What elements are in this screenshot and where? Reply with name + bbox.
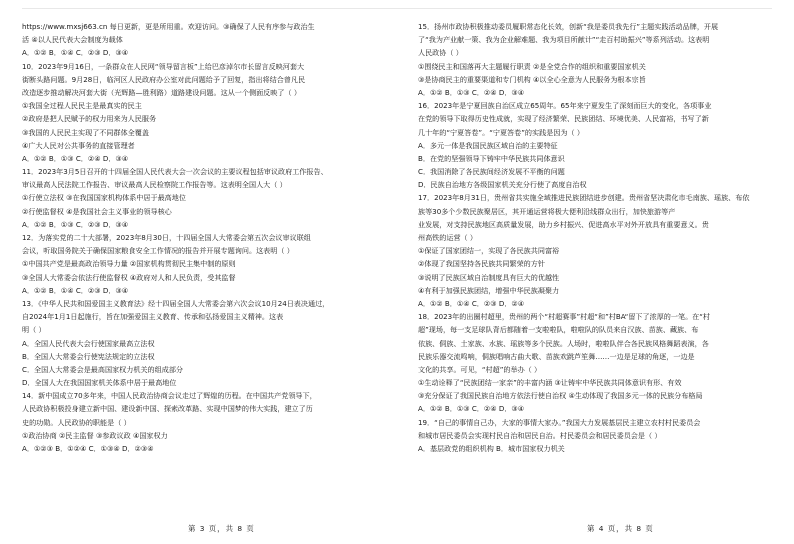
left-text-line: 街断头路问题。9月28日，临河区人民政府办公室对此问题给予了回复，指出将结合曾凡民 <box>22 74 306 84</box>
right-text-line: ①保证了国家团结一，实现了各民族共同富裕 <box>418 246 560 256</box>
left-text-line: 自2024年1月1日起施行，旨在加强爱国主义教育、传承和弘扬爱国主义精神。这表 <box>22 312 284 322</box>
right-text-line: ③说明了民族区域自治制度具有巨大的优越性 <box>418 272 560 282</box>
right-text-line: 16．2023年是宁夏回族自治区成立65周年。65年来宁夏发生了深刻而巨大的变化，各项事业 <box>418 101 712 111</box>
right-text-line: 几十年的“宁夏答卷”。“宁夏答卷”的实践是因为（ ） <box>418 127 584 137</box>
right-text-line: 超”现场，每一支足球队背后都随着一支啦啦队，啦啦队的队员来自汉族、苗族、藏族、布 <box>418 325 699 335</box>
right-text-line: 15．扬州市政协积极推动委员履职常态化长效，创新“我是委员我先行”主题实践活动品牌，开展 <box>418 22 719 31</box>
right-text-line: 17．2023年8月31日，贵州省共实施全域推进民族团结进步创建。贵州省坚决肃化市毛南族、瑶族、布依 <box>418 193 750 203</box>
right-text-line: 民族乐器交流鸣响，侗族唱响古曲大歌、苗族欢跳芦笙舞……一边是足球的角逐，一边是 <box>418 351 695 361</box>
right-text-line: C．我国消除了各民族间经济发展不平衡的问题 <box>418 167 565 177</box>
right-text-line: A．①② B．①④ C．②③ D．②④ <box>418 298 525 308</box>
left-text-line: 11．2023年3月5日召开的十四届全国人民代表大会一次会议的主要议程包括审议政府工作报告、 <box>22 167 328 177</box>
right-text-line: A．①② B．①③ C．②④ D．③④ <box>418 87 525 97</box>
right-text-line: 州高铁的运营（ ） <box>418 233 478 242</box>
left-text-line: ②政府是把人民赋予的权力用来为人民服务 <box>22 114 157 124</box>
right-text-line: 文化的共享。可见，“村超”的举办（ ） <box>418 364 542 374</box>
left-text-line: A．①② B．①④ C．②③ D．③④ <box>22 48 129 58</box>
left-text-line: 13．《中华人民共和国爱国主义教育法》经十四届全国人大常委会第六次会议10月24日表决通过， <box>22 298 330 308</box>
left-text-line: 14．新中国成立70多年来，中国人民政治协商会议走过了辉煌的历程。在中国共产党领导下， <box>22 391 317 401</box>
right-text-line: ④有利于加强民族团结，增强中华民族凝聚力 <box>418 285 560 295</box>
left-text-line: C．全国人大常委会是最高国家权力机关的组成部分 <box>22 364 184 374</box>
right-text-line: 在党的领导下取得历史性成就，实现了经济繁荣、民族团结、环境优美、人民富裕，书写了新 <box>418 114 709 124</box>
right-text-line: 人民政协（ ） <box>418 48 463 58</box>
left-text-line: ①中国共产党是最高政治领导力量 ②国家机构贯彻民主集中制的原则 <box>22 259 236 269</box>
left-text-line: ④广大人民对公共事务的直接管理者 <box>22 140 135 150</box>
right-text-line: D．民族自治地方各级国家机关充分行使了高度自治权 <box>418 180 587 190</box>
left-text-line: A．①② B．①③ C．②④ D．③④ <box>22 153 129 163</box>
right-text-line: 了“我为产业献一策、我为企业解难题、我为项目所献计”“走百村助振兴”等系列活动。这表明 <box>418 35 710 45</box>
right-text-line: ③充分保证了我国民族自治地方依法行使自治权 ④生动体现了我国多元一体的民族分布格局 <box>418 391 703 401</box>
page-3-column <box>22 20 374 455</box>
right-text-line: A．基层政党的组织机构 B．城市国家权力机关 <box>418 444 565 453</box>
page-number-left: 第 3 页，共 8 页 <box>188 524 255 533</box>
left-text-line: A．①② B．①④ C．②③ D．③④ <box>22 285 129 295</box>
right-text-line: 19．“自己的事情自己办，大家的事情大家办。”我国大力发展基层民主建立农村村民委员会 <box>418 417 701 427</box>
right-text-line: B．在党的坚强领导下铸牢中华民族共同体意识 <box>418 153 565 163</box>
right-text-line: 18．2023年的出圈村超里，贵州的两个“村超赛事”村超“和”村BA“留下了浓厚的一笔。在“村 <box>418 312 711 322</box>
right-text-line: ③是协商民主的重要渠道和专门机构 ④以全心全意为人民服务为根本宗旨 <box>418 74 646 84</box>
left-text-line: B．全国人大常委会行使宪法规定的立法权 <box>22 351 155 361</box>
left-text-line: D．全国人大在我国国家机关体系中居于最高地位 <box>22 378 177 388</box>
left-text-line: 活 ④以人民代表大会制度为载体 <box>22 35 123 45</box>
left-text-line: 史的功勋。人民政协的职能是（ ） <box>22 417 131 427</box>
left-text-line: https://www.mxsj663.cn 每日更新，更是所用重。欢迎访问。③确保了人民有序参与政治生 <box>22 22 315 31</box>
right-text-line: 依族、侗族、土家族、水族、瑶族等多个民族。人场时，啦啦队伴合各民族风格舞蹈表演，各 <box>418 338 709 348</box>
left-text-line: ③我国的人民民主实现了不同群体全覆盖 <box>22 127 149 137</box>
left-text-line: 审议最高人民法院工作报告、审议最高人民检察院工作报告等。这表明全国人大（ ） <box>22 180 287 190</box>
page-4-column <box>418 20 770 455</box>
left-text-line: ①行使立法权 ③在我国国家机构体系中居于最高地位 <box>22 193 186 203</box>
left-text-line: 明（ ） <box>22 325 46 335</box>
right-text-line: 族等30多个少数民族聚居区，其开通运营将极大便利沿线群众出行，加快旅游等产 <box>418 206 676 216</box>
right-text-line: ①围绕民主和国落再大主题履行职责 ②是全党合作的组织和重要国家机关 <box>418 61 646 71</box>
left-text-line: ③全国人大常委会依法行使监督权 ④政府对人和人民负责，受其监督 <box>22 272 236 282</box>
page-number-right: 第 4 页，共 8 页 <box>587 524 654 533</box>
left-text-line: A．全国人民代表大会行使国家最高立法权 <box>22 338 155 348</box>
left-text-line: 会议，听取国务院关于确保国家粮食安全工作情况的报告并开展专题询问。这表明（ ） <box>22 246 294 256</box>
right-text-line: A．多元一体是我国民族区域自治的主要特征 <box>418 140 558 150</box>
left-text-line: ①政治协商 ②民主监督 ③参政议政 ④国家权力 <box>22 430 168 440</box>
left-text-line: 10．2023年9月16日，一条群众在人民网“领导留言板”上给巴彦淖尔市长留言反映河套大 <box>22 61 305 71</box>
top-rule <box>22 8 772 9</box>
left-text-line: 改造逐步推动解决河套大街（光辉路—胜利路）道路建设问题。这从一个侧面反映了（ ） <box>22 87 301 97</box>
left-text-line: A．①②③ B．①②④ C．①③④ D．②③④ <box>22 444 154 453</box>
right-text-line: 业发展，对支持民族地区高质量发展，助力乡村振兴、促进高水平对外开放具有重要意义。贵 <box>418 219 709 229</box>
right-text-line: ②体现了我国坚持各民族共同繁荣的方针 <box>418 259 545 269</box>
right-text-line: A．①② B．①③ C．②④ D．③④ <box>418 404 525 414</box>
right-text-line: ①生动诠释了“民族团结一家亲”的丰富内涵 ③让铸牢中华民族共同体意识有形、有效 <box>418 378 682 388</box>
left-text-line: 12．为落实党的二十大部署，2023年8月30日，十四届全国人大常委会第五次会议审议联组 <box>22 233 311 242</box>
left-text-line: A．①② B．①③ C．②③ D．③④ <box>22 219 129 229</box>
left-text-line: 人民政协积极投身建立新中国、建设新中国、探索改革路、实现中国梦的伟大实践，建立了历 <box>22 404 313 414</box>
right-text-line: 和城市居民委员会实现村民自治和居民自治。村民委员会和居民委员会是（ ） <box>418 430 662 440</box>
left-text-line: ②行使监督权 ④是我国社会主义事业的领导核心 <box>22 206 172 216</box>
left-text-line: ①我国全过程人民民主是最真实的民主 <box>22 101 142 111</box>
